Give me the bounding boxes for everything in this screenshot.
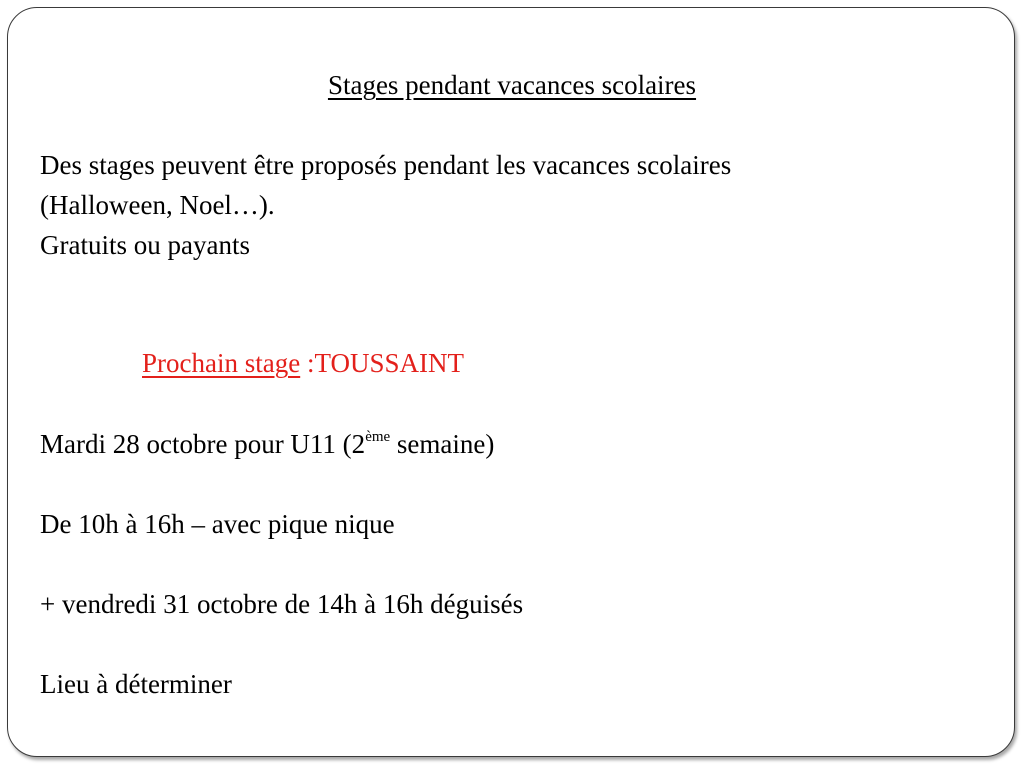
next-stage-label: Prochain stage (142, 348, 301, 378)
next-stage-value: TOUSSAINT (314, 348, 464, 378)
date-line-prefix: Mardi 28 octobre pour U11 (2 (40, 429, 366, 459)
location-line: Lieu à déterminer (40, 669, 232, 699)
slide-frame (7, 7, 1015, 757)
hours-line: De 10h à 16h – avec pique nique (40, 509, 395, 539)
date-line (40, 431, 494, 458)
date-line-suffix: semaine) (390, 429, 495, 459)
intro-line-1: Des stages peuvent être proposés pendant les vacances scolaires (40, 150, 732, 180)
friday-line: + vendredi 31 octobre de 14h à 16h déguisés (40, 589, 524, 619)
slide-title: Stages pendant vacances scolaires (327, 70, 697, 100)
next-stage-separator: : (300, 348, 315, 378)
date-line-superscript: ème (365, 429, 391, 445)
intro-line-2: (Halloween, Noel…). (40, 190, 275, 220)
intro-line-3: Gratuits ou payants (40, 230, 250, 260)
next-stage-line (142, 350, 464, 377)
